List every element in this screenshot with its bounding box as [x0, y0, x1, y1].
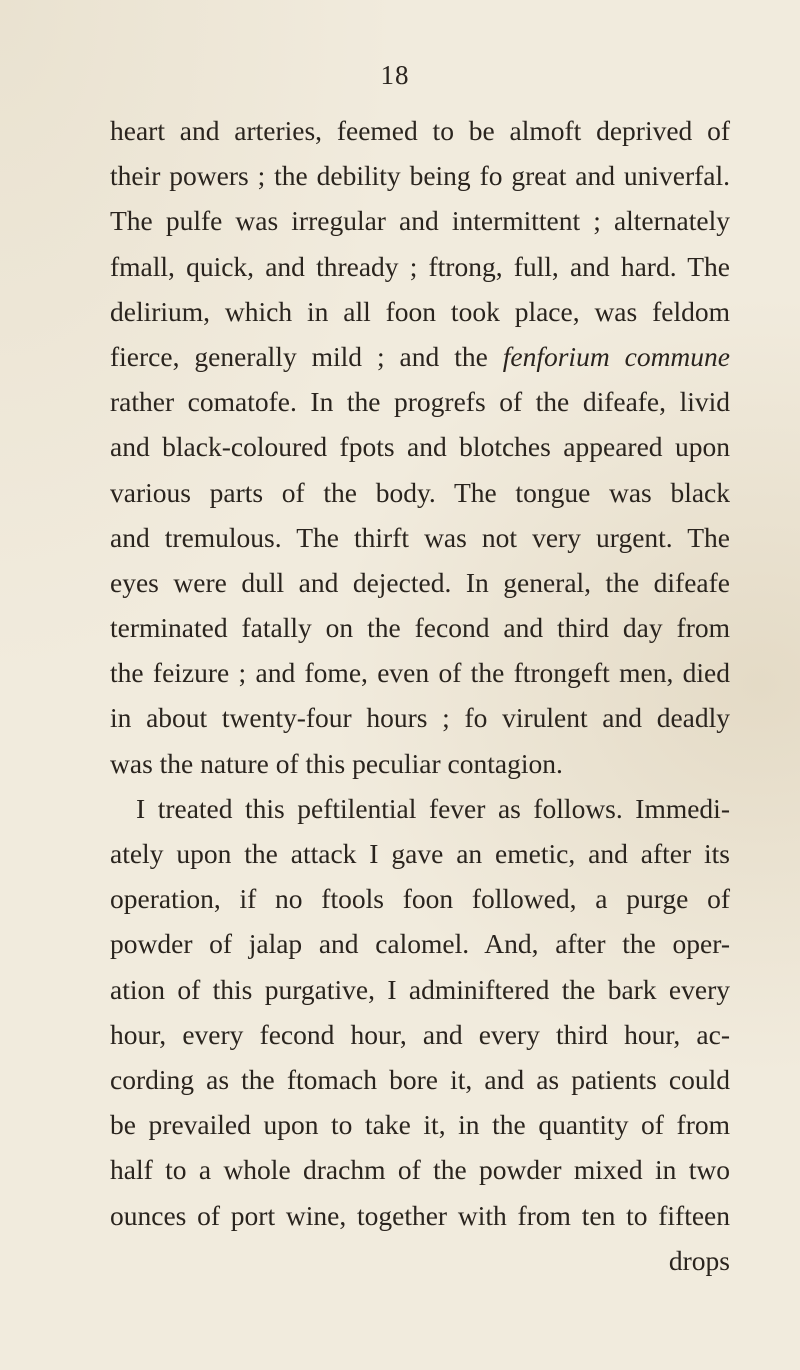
text-line: ounces of port wine, together with from ten to fifteen [110, 1199, 730, 1231]
text-line: delirium, which in all foon took place, was feldom [110, 295, 730, 327]
text-line: ately upon the attack I gave an emetic, and after its [110, 838, 730, 869]
italic-phrase: fenforium commune [502, 340, 730, 372]
text-line: The pulfe was irregular and intermittent ; alternately [110, 205, 730, 237]
text-line: be prevailed upon to take it, in the quantity of from [110, 1109, 730, 1141]
text-line-paragraph-end: was the nature of this peculiar contagion. [110, 747, 563, 779]
text-line: cording as the ftomach bore it, and as patients could [110, 1063, 730, 1095]
text-line: operation, if no ftools foon followed, a purge of [110, 883, 730, 915]
text-line: their powers ; the debility being fo great and univerfal. [110, 160, 730, 192]
page-number: 18 [380, 60, 410, 90]
body-text [110, 108, 730, 1283]
text-line: terminated fatally on the fecond and third day from [110, 612, 730, 644]
text-line: rather comatofe. In the progrefs of the difeafe, livid [110, 386, 730, 418]
text-line: powder of jalap and calomel. And, after the oper- [110, 928, 730, 960]
text-line: various parts of the body. The tongue was black [110, 476, 730, 508]
text-line: fmall, quick, and thready ; ftrong, full, and hard. The [110, 250, 730, 282]
text-line: ation of this purgative, I adminiftered the bark every [110, 973, 730, 1005]
text-line: eyes were dull and dejected. In general, the difeafe [110, 566, 730, 598]
text-line-paragraph-start: I treated this peftilential fever as follows. Immedi- [136, 792, 730, 824]
text-line: heart and arteries, feemed to be almoft deprived of [110, 115, 730, 146]
text-line: and black-coloured fpots and blotches appeared upon [110, 431, 730, 463]
text-line: the feizure ; and fome, even of the ftrongeft men, died [110, 657, 730, 689]
text-line: hour, every fecond hour, and every third hour, ac- [110, 1018, 730, 1050]
text-line: half to a whole drachm of the powder mixed in two [110, 1154, 730, 1186]
catchword: drops [668, 1244, 730, 1276]
text-line-with-italic [110, 334, 730, 379]
text-line: in about twenty-four hours ; fo virulent and deadly [110, 702, 730, 734]
text-fragment: fierce, generally mild ; and the [110, 340, 503, 372]
text-line: and tremulous. The thirft was not very urgent. The [110, 521, 730, 553]
